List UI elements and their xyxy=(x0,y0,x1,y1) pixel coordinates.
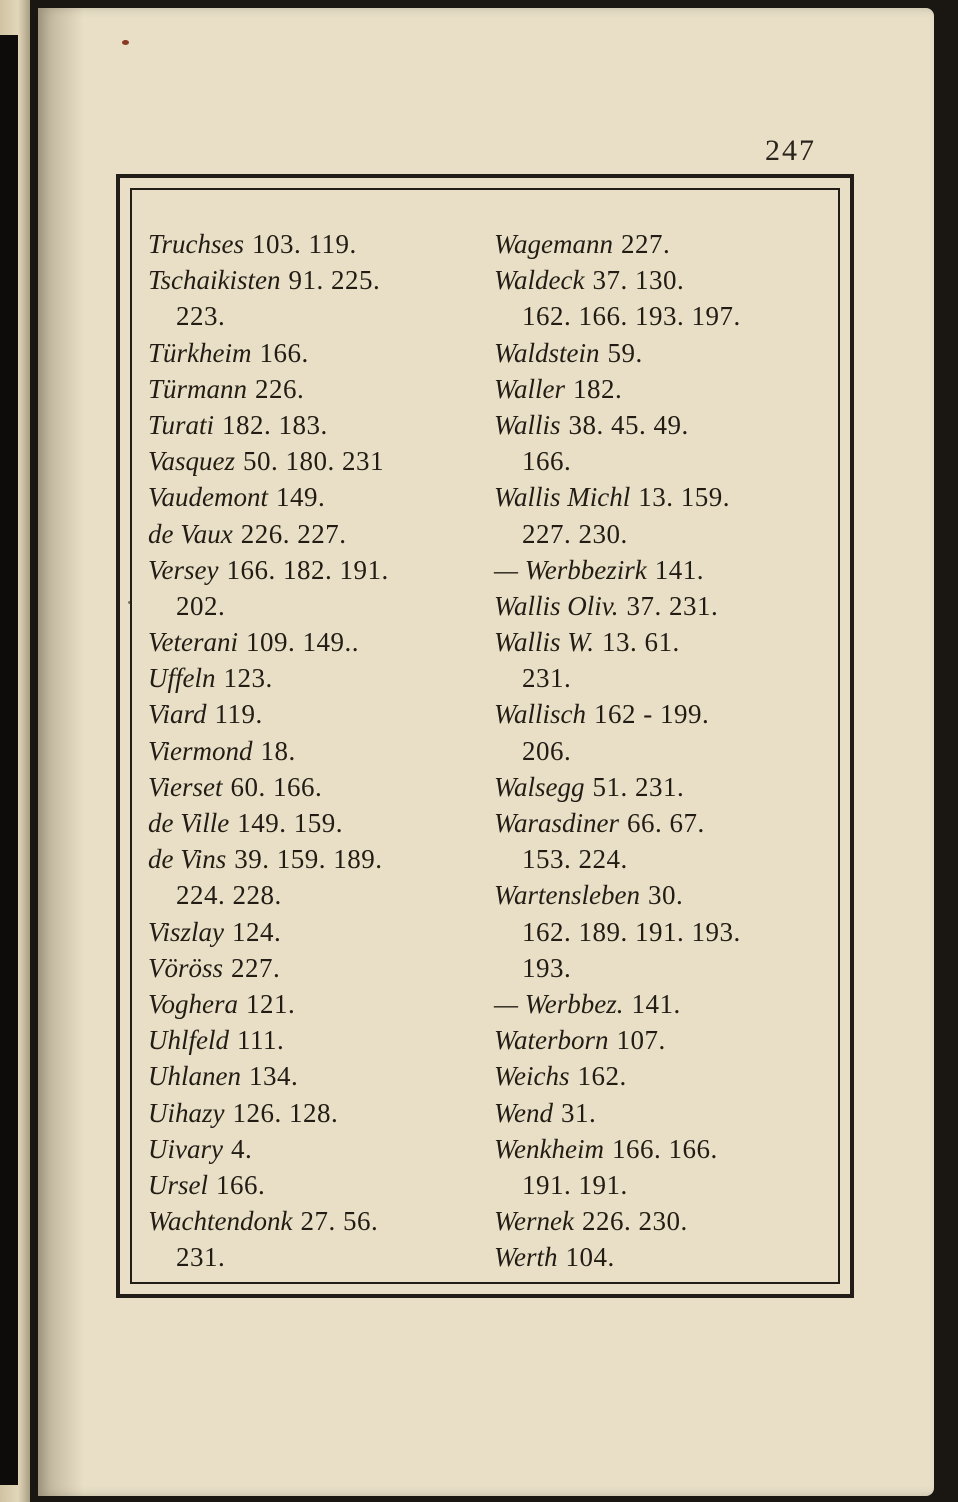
index-entry xyxy=(148,696,488,732)
index-entry xyxy=(148,443,488,479)
index-entry-name: Walsegg xyxy=(494,771,585,802)
index-entry-name: — Werbbezirk xyxy=(494,554,647,585)
index-entry-pages: 31. xyxy=(561,1097,597,1128)
index-entry xyxy=(494,516,834,552)
index-entry xyxy=(494,986,834,1022)
index-entry-name: Wallis Michl xyxy=(494,482,631,513)
index-entry-pages: 206. xyxy=(522,735,572,766)
index-entry-name: Versey xyxy=(148,554,219,585)
index-entry-name: Wallisch xyxy=(494,699,587,730)
index-entry-name: de Ville xyxy=(148,808,230,838)
index-entry-pages: 141. xyxy=(631,988,681,1019)
index-entry-pages: 38. 45. 49. xyxy=(568,409,689,440)
index-entry-name: Uhlanen xyxy=(148,1061,241,1092)
index-entry xyxy=(148,877,488,913)
index-entry-pages: 162 - 199. xyxy=(594,699,710,730)
index-entry-name: Wallis W. xyxy=(494,627,595,658)
index-entry xyxy=(494,950,834,986)
index-entry xyxy=(494,335,834,371)
index-entry-name: de Vins xyxy=(148,844,227,875)
index-entry-pages: 231. xyxy=(522,663,572,694)
index-entry-pages: 166. 166. xyxy=(611,1133,718,1164)
index-entry-pages: 202. xyxy=(176,590,226,621)
index-entry xyxy=(148,1239,488,1275)
index-entry-pages: 231. xyxy=(176,1242,226,1273)
index-entry xyxy=(148,298,488,334)
index-entry-name: Vaudemont xyxy=(148,482,268,513)
index-entry-name: Vierset xyxy=(148,771,223,802)
index-entry xyxy=(148,588,488,624)
index-entry-name: Viszlay xyxy=(148,916,224,947)
index-entry-name: Vöröss xyxy=(148,952,224,983)
index-entry-pages: 104. xyxy=(565,1242,615,1273)
index-entry-pages: 13. 159. xyxy=(638,482,731,513)
index-entry-pages: 182. xyxy=(573,373,623,404)
index-entry xyxy=(148,407,488,443)
index-entry xyxy=(494,552,834,588)
index-entry-name: Wallis Oliv. xyxy=(494,590,619,621)
index-entry-pages: 226. 230. xyxy=(581,1206,688,1237)
index-entry xyxy=(494,1239,834,1275)
index-entry-pages: 149. xyxy=(275,482,326,513)
index-entry-name: Uffeln xyxy=(148,663,216,694)
index-entry xyxy=(494,1058,834,1094)
index-entry-name: Wallis xyxy=(494,409,561,440)
index-entry-pages: 121. xyxy=(246,988,296,1019)
index-entry-name: Turati xyxy=(148,409,215,440)
index-entry xyxy=(148,624,488,660)
index-entry xyxy=(494,1203,834,1239)
index-entry-name: Wenkheim xyxy=(494,1133,604,1164)
index-page xyxy=(38,8,934,1496)
index-entry-pages: 109. 149.. xyxy=(245,627,359,658)
index-entry-name: Waldstein xyxy=(494,337,600,368)
index-entry-name: Waldeck xyxy=(494,265,585,296)
index-frame xyxy=(116,174,854,1298)
index-entry-pages: 166. xyxy=(216,1169,266,1200)
index-entry xyxy=(494,660,834,696)
index-entry-pages: 153. 224. xyxy=(522,844,628,875)
index-entry-pages: 30. xyxy=(647,880,684,911)
index-entry xyxy=(494,1131,834,1167)
index-entry-pages: 166. xyxy=(259,337,309,368)
index-entry-pages: 51. 231. xyxy=(592,771,685,802)
index-entry-name: Warasdiner xyxy=(494,808,620,838)
index-column-right xyxy=(494,226,834,1275)
index-entry-pages: 224. 228. xyxy=(176,880,282,911)
index-entry-name: Türkheim xyxy=(148,337,252,368)
index-entry-pages: 193. xyxy=(522,952,572,983)
index-entry-name: Wend xyxy=(494,1097,553,1128)
index-entry xyxy=(148,1167,488,1203)
index-entry xyxy=(494,914,834,950)
index-entry-name: Werth xyxy=(494,1242,558,1273)
index-entry xyxy=(494,877,834,913)
index-entry-pages: 111. xyxy=(237,1025,285,1056)
index-entry xyxy=(494,1095,834,1131)
index-entry-name: Tschaikisten xyxy=(148,265,281,296)
index-entry xyxy=(494,262,834,298)
index-entry-name: Viermond xyxy=(148,735,253,766)
index-entry-name: Waterborn xyxy=(494,1025,609,1056)
index-entry-pages: 226. 227. xyxy=(240,518,347,549)
index-entry-name: Ursel xyxy=(148,1169,208,1200)
index-entry-pages: 13. 61. xyxy=(602,627,680,658)
index-entry xyxy=(148,262,488,298)
index-entry xyxy=(148,516,488,552)
index-entry-pages: 107. xyxy=(616,1025,666,1056)
index-entry-name: Türmann xyxy=(148,373,248,404)
index-entry-pages: 227. 230. xyxy=(522,518,628,549)
index-entry xyxy=(494,407,834,443)
index-entry-name: Viard xyxy=(148,699,207,730)
index-entry xyxy=(494,588,834,624)
index-entry xyxy=(494,805,834,841)
index-entry xyxy=(148,914,488,950)
index-entry-pages: 191. 191. xyxy=(522,1169,628,1200)
index-entry-name: — Werbbez. xyxy=(494,988,624,1019)
index-entry xyxy=(494,443,834,479)
index-entry-pages: 162. 166. 193. 197. xyxy=(522,301,741,332)
index-entry xyxy=(148,660,488,696)
index-entry-pages: 91. 225. xyxy=(288,265,381,296)
binding-shadow xyxy=(0,35,18,1485)
index-entry-pages: 119. xyxy=(214,699,263,730)
index-entry xyxy=(148,479,488,515)
index-entry xyxy=(494,769,834,805)
index-entry-pages: 182. 183. xyxy=(222,409,328,440)
index-entry xyxy=(148,226,488,262)
gutter-shadow xyxy=(38,8,84,1496)
index-entry-name: Wagemann xyxy=(494,229,613,259)
index-entry xyxy=(148,733,488,769)
index-entry-pages: 226. xyxy=(255,373,305,404)
index-entry-pages: 60. 166. xyxy=(230,771,323,802)
index-entry-name: Veterani xyxy=(148,627,238,658)
index-entry-pages: 162. xyxy=(577,1061,627,1092)
index-entry xyxy=(148,1058,488,1094)
index-entry xyxy=(148,805,488,841)
index-entry xyxy=(494,733,834,769)
index-entry-pages: 37. 231. xyxy=(626,590,719,621)
ink-speck xyxy=(122,40,129,45)
index-entry-name: Weichs xyxy=(494,1061,570,1092)
index-entry xyxy=(148,1131,488,1167)
index-entry-pages: 39. 159. 189. xyxy=(234,844,383,875)
index-entry-pages: 124. xyxy=(232,916,282,947)
index-entry-name: Uhlfeld xyxy=(148,1025,229,1056)
index-entry-pages: 166. xyxy=(522,446,572,477)
index-entry-pages: 27. 56. xyxy=(300,1206,379,1237)
index-entry-pages: 227. xyxy=(231,952,281,983)
index-entry-name: Truchses xyxy=(148,229,245,259)
index-entry xyxy=(148,1095,488,1131)
index-entry xyxy=(148,950,488,986)
index-entry-pages: 103. 119. xyxy=(252,229,357,259)
index-entry-pages: 59. xyxy=(607,337,643,368)
index-entry-pages: 166. 182. 191. xyxy=(226,554,389,585)
index-entry xyxy=(494,298,834,334)
index-entry-pages: 227. xyxy=(621,229,671,259)
index-entry-name: Uivary xyxy=(148,1133,223,1164)
index-entry xyxy=(494,1167,834,1203)
index-entry-name: Vasquez xyxy=(148,446,235,477)
index-entry-pages: 123. xyxy=(223,663,273,694)
index-entry-name: Uihazy xyxy=(148,1097,225,1128)
index-entry xyxy=(494,371,834,407)
index-entry xyxy=(494,226,834,262)
index-entry-pages: 37. 130. xyxy=(592,265,685,296)
index-entry xyxy=(494,479,834,515)
index-entry-name: Wernek xyxy=(494,1206,574,1237)
index-entry xyxy=(148,1203,488,1239)
index-entry xyxy=(148,841,488,877)
index-entry-name: Wartensleben xyxy=(494,880,640,911)
index-entry xyxy=(148,986,488,1022)
index-entry-pages: 18. xyxy=(260,735,296,766)
index-entry-pages: 134. xyxy=(248,1061,299,1092)
index-entry-pages: 4. xyxy=(230,1133,253,1164)
index-entry xyxy=(494,696,834,732)
index-entry-pages: 162. 189. 191. 193. xyxy=(522,916,741,947)
index-entry xyxy=(494,624,834,660)
index-entry xyxy=(148,769,488,805)
index-entry xyxy=(148,552,488,588)
index-entry-pages: 141. xyxy=(654,554,704,585)
page-number: 247 xyxy=(765,134,816,167)
index-entry-name: Wachtendonk xyxy=(148,1206,293,1237)
index-entry-pages: 66. 67. xyxy=(627,808,705,838)
index-entry-pages: 223. xyxy=(176,301,226,332)
index-entry xyxy=(494,1022,834,1058)
index-entry xyxy=(148,371,488,407)
index-entry-name: Waller xyxy=(494,373,566,404)
index-column-left xyxy=(148,226,488,1275)
index-entry xyxy=(148,1022,488,1058)
index-entry xyxy=(148,335,488,371)
index-entry-name: de Vaux xyxy=(148,518,233,549)
index-entry xyxy=(494,841,834,877)
index-entry-pages: 50. 180. 231 xyxy=(243,446,384,477)
index-entry-name: Voghera xyxy=(148,988,238,1019)
index-entry-pages: 126. 128. xyxy=(232,1097,339,1128)
index-entry-pages: 149. 159. xyxy=(237,808,343,838)
